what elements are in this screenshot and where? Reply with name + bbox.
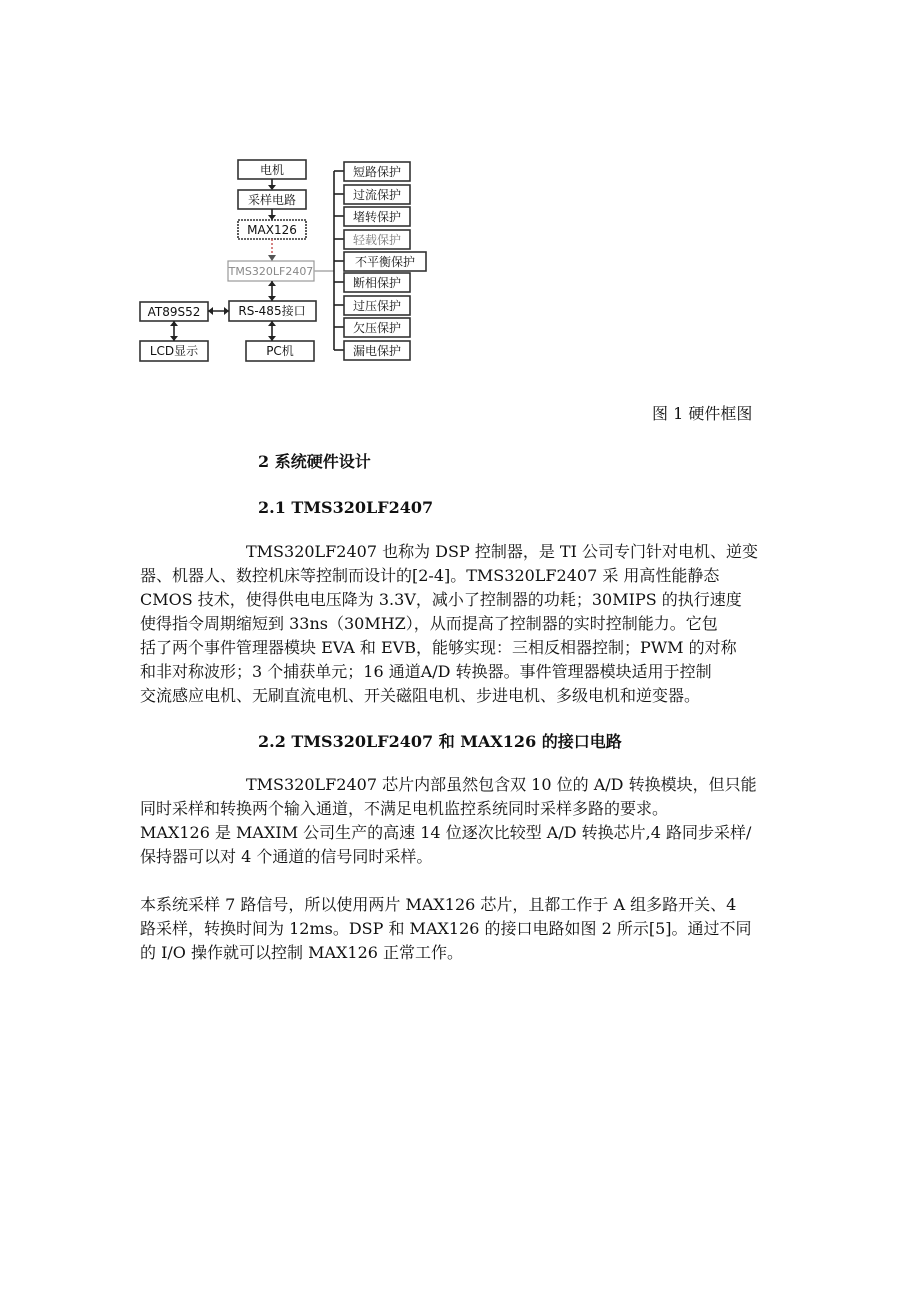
block-dsp-label: TMS320LF2407 (228, 265, 314, 278)
block-max126-label: MAX126 (247, 223, 297, 237)
paragraph-line: 和非对称波形；3 个捕获单元；16 通道A/D 转换器。事件管理器模块适用于控制 (140, 662, 712, 681)
paragraph-line: CMOS 技术，使得供电电压降为 3.3V，减小了控制器的功耗；30MIPS 的执行速度 (140, 590, 742, 609)
paragraph-line: TMS320LF2407 也称为 DSP 控制器，是 TI 公司专门针对电机、逆变 (246, 542, 758, 561)
block-sampling-circuit (238, 190, 306, 209)
paragraph-line: 的 I/O 操作就可以控制 MAX126 正常工作。 (140, 943, 464, 962)
protection-bus (314, 171, 344, 350)
protection-short-circuit (344, 162, 410, 181)
block-rs485-label: RS-485接口 (238, 304, 306, 318)
paragraph-2-2-b (140, 893, 780, 965)
protection-label: 过压保护 (352, 299, 402, 313)
paragraph-line: 保持器可以对 4 个通道的信号同时采样。 (140, 847, 433, 866)
protection-unbalance (344, 252, 426, 271)
protection-stall (344, 207, 410, 226)
block-lcd (140, 341, 208, 361)
paragraph-line: 同时采样和转换两个输入通道，不满足电机监控系统同时采样多路的要求。 (140, 799, 669, 818)
block-max126 (238, 220, 306, 239)
block-mcu (140, 302, 208, 321)
protection-undervoltage (344, 318, 410, 337)
protection-label: 不平衡保护 (354, 255, 416, 269)
protection-overcurrent (344, 185, 410, 204)
protection-label: 欠压保护 (352, 321, 402, 335)
block-pc (246, 341, 314, 361)
hardware-block-diagram (132, 155, 432, 370)
paragraph-line: 器、机器人、数控机床等控制而设计的[2-4]。TMS320LF2407 采 用高性能静态 (140, 566, 720, 585)
block-lcd-label: LCD显示 (149, 344, 199, 358)
paragraph-2-2-a (140, 773, 780, 869)
protection-leakage (344, 341, 410, 360)
protection-label: 短路保护 (352, 165, 402, 179)
paragraph-line: 括了两个事件管理器模块 EVA 和 EVB，能够实现：三相反相器控制；PWM 的对称 (140, 638, 737, 657)
paragraph-2-1 (140, 540, 780, 708)
paragraph-line: 本系统采样 7 路信号，所以使用两片 MAX126 芯片，且都工作于 A 组多路开关、4 (140, 895, 737, 914)
protection-label: 轻载保护 (352, 233, 402, 247)
protection-overvoltage (344, 296, 410, 315)
protection-phase-loss (344, 273, 410, 292)
figure-caption: 图 1 硬件框图 (652, 404, 753, 423)
paragraph-line: TMS320LF2407 芯片内部虽然包含双 10 位的 A/D 转换模块，但只能 (246, 775, 757, 794)
block-sampling-label: 采样电路 (247, 193, 297, 207)
block-dsp (228, 261, 314, 281)
section-heading-2: 2 系统硬件设计 (258, 452, 371, 471)
block-rs485 (229, 301, 316, 321)
block-motor-label: 电机 (259, 163, 285, 177)
block-motor (238, 160, 306, 179)
paragraph-line: 路采样，转换时间为 12ms。DSP 和 MAX126 的接口电路如图 2 所示[5]。通过不同 (140, 919, 752, 938)
paragraph-line: 使得指令周期缩短到 33ns（30MHZ），从而提高了控制器的实时控制能力。它包 (140, 614, 718, 633)
block-mcu-label: AT89S52 (147, 305, 201, 319)
paragraph-line: MAX126 是 MAXIM 公司生产的高速 14 位逐次比较型 A/D 转换芯片,4 路同步采样/ (140, 823, 752, 842)
paragraph-line: 交流感应电机、无刷直流电机、开关磁阻电机、步进电机、多级电机和逆变器。 (140, 686, 701, 705)
section-heading-2-1: 2.1 TMS320LF2407 (258, 498, 434, 517)
section-heading-2-2: 2.2 TMS320LF2407 和 MAX126 的接口电路 (258, 732, 622, 751)
block-pc-label: PC机 (266, 344, 294, 358)
protection-label: 堵转保护 (352, 210, 402, 224)
protection-label: 断相保护 (352, 276, 402, 290)
protection-light-load (344, 230, 410, 249)
protection-label: 过流保护 (352, 188, 402, 202)
protection-label: 漏电保护 (352, 344, 402, 358)
